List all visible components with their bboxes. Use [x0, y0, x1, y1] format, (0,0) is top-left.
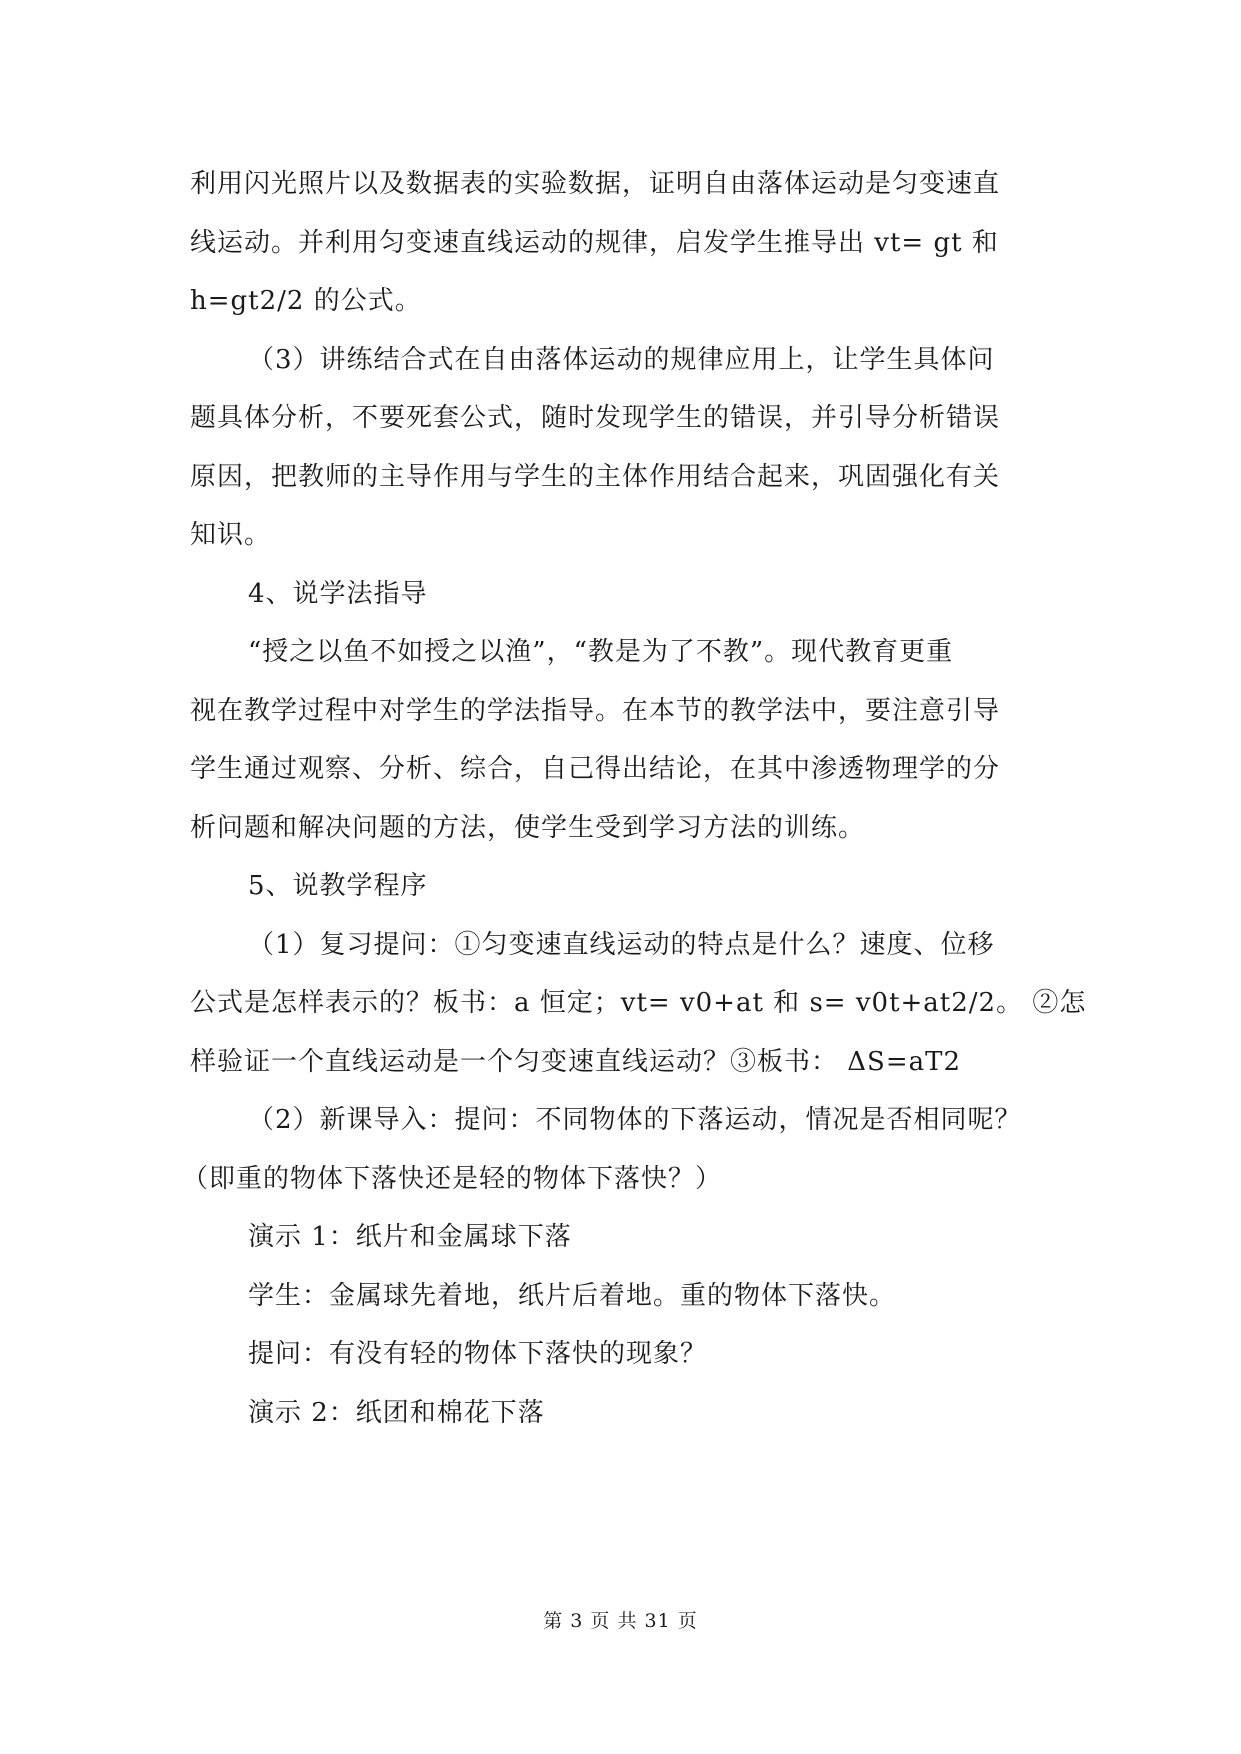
- paragraph-line: 提问：有没有轻的物体下落快的现象？: [248, 1339, 708, 1369]
- paragraph-line: 视在教学过程中对学生的学法指导。在本节的教学法中，要注意引导: [190, 696, 1001, 726]
- paragraph-line: 样验证一个直线运动是一个匀变速直线运动？③板书： ΔS=aT2: [190, 1047, 962, 1077]
- paragraph-line: （即重的物体下落快还是轻的物体下落快？）: [182, 1164, 723, 1194]
- paragraph-line: 学生：金属球先着地，纸片后着地。重的物体下落快。: [248, 1281, 897, 1311]
- paragraph-line: 原因，把教师的主导作用与学生的主体作用结合起来，巩固强化有关: [190, 462, 1001, 492]
- page-number-footer: 第 3 页 共 31 页: [543, 1610, 698, 1632]
- section-heading: 5、说教学程序: [248, 871, 428, 901]
- section-heading: 4、说学法指导: [248, 579, 428, 609]
- paragraph-line: （2）新课导入：提问：不同物体的下落运动，情况是否相同呢？: [248, 1105, 1022, 1135]
- paragraph-line: 学生通过观察、分析、综合，自己得出结论，在其中渗透物理学的分: [190, 754, 1001, 784]
- paragraph-line: 知识。: [190, 520, 272, 550]
- paragraph-line: （3）讲练结合式在自由落体运动的规律应用上，让学生具体问: [248, 345, 995, 375]
- paragraph-line: 演示 1：纸片和金属球下落: [248, 1222, 572, 1252]
- paragraph-line: 公式是怎样表示的？板书：a 恒定；vt= v0+at 和 s= v0t+at2/2。 ②怎: [190, 988, 1087, 1018]
- paragraph-line: 演示 2：纸团和棉花下落: [248, 1398, 545, 1428]
- paragraph-line: （1）复习提问：①匀变速直线运动的特点是什么？速度、位移: [248, 930, 995, 960]
- paragraph-line: 线运动。并利用匀变速直线运动的规律，启发学生推导出 vt= gt 和: [190, 228, 999, 258]
- paragraph-line: 析问题和解决问题的方法，使学生受到学习方法的训练。: [190, 813, 866, 843]
- paragraph-line: h=gt2/2 的公式。: [190, 286, 422, 316]
- paragraph-line: “授之以鱼不如授之以渔”，“教是为了不教”。现代教育更重: [248, 637, 954, 667]
- paragraph-line: 题具体分析，不要死套公式，随时发现学生的错误，并引导分析错误: [190, 403, 1001, 433]
- paragraph-line: 利用闪光照片以及数据表的实验数据，证明自由落体运动是匀变速直: [190, 169, 1001, 199]
